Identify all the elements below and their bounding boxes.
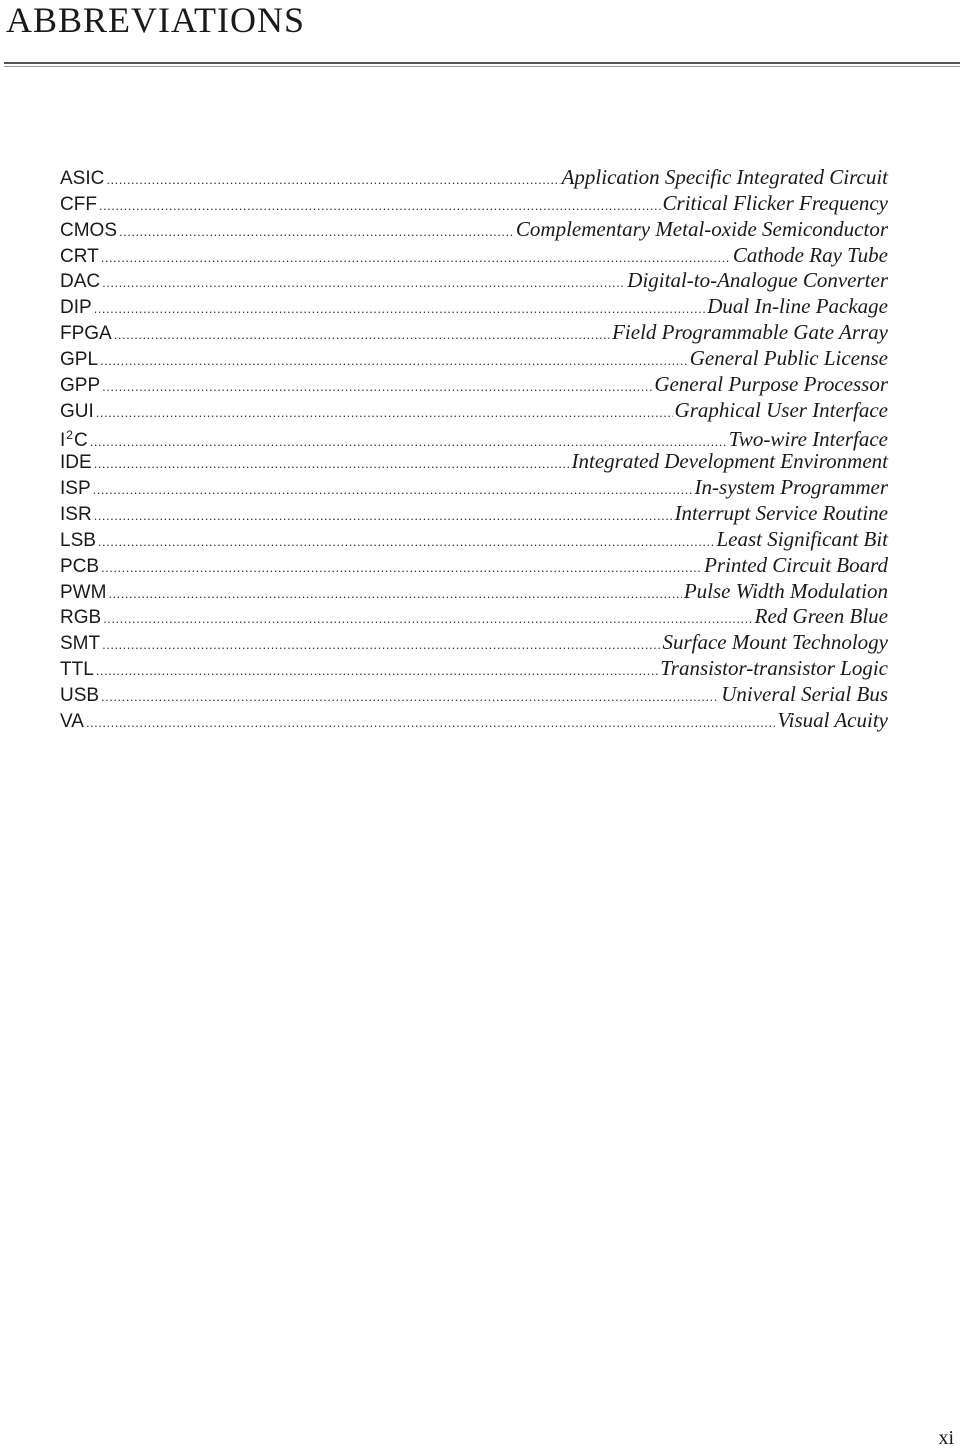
abbreviation-term: CMOS <box>60 219 117 241</box>
abbreviation-term: FPGA <box>60 323 112 345</box>
abbreviation-term: SMT <box>60 633 101 655</box>
list-item <box>60 656 888 682</box>
dot-leader <box>100 348 688 374</box>
abbreviation-term: ISP <box>60 478 91 500</box>
abbreviation-definition: Cathode Ray Tube <box>732 242 888 267</box>
abbreviation-term: PCB <box>60 555 100 577</box>
abbreviation-definition: Digital-to-Analogue Converter <box>627 268 888 293</box>
abbreviation-definition: In-system Programmer <box>694 475 888 500</box>
abbreviation-term: GPL <box>60 348 99 370</box>
abbreviation-definition: Transistor-transistor Logic <box>660 656 888 681</box>
abbreviation-definition: Red Green Blue <box>754 604 888 629</box>
abbreviation-term: DAC <box>60 271 101 293</box>
list-item <box>60 372 888 398</box>
abbreviation-definition: Dual In-line Package <box>707 294 888 319</box>
list-item <box>60 501 888 527</box>
dot-leader <box>102 270 625 296</box>
abbreviation-term: VA <box>60 710 84 732</box>
list-item <box>60 320 888 346</box>
abbreviation-term: ISR <box>60 503 92 525</box>
dot-leader <box>108 581 681 607</box>
dot-leader <box>98 529 715 555</box>
abbreviation-definition: Complementary Metal-oxide Semiconductor <box>515 216 888 241</box>
abbreviation-definition: Least Significant Bit <box>716 526 888 551</box>
list-item <box>60 191 888 217</box>
list-item <box>60 579 888 605</box>
abbreviation-term: GUI <box>60 400 94 422</box>
list-item <box>60 604 888 630</box>
list-item <box>60 217 888 243</box>
dot-leader <box>99 193 661 219</box>
list-item <box>60 553 888 579</box>
page-title: ABBREVIATIONS <box>6 0 306 40</box>
list-item <box>60 630 888 656</box>
list-item <box>60 527 888 553</box>
term-superscript: 2 <box>66 428 73 443</box>
list-item <box>60 346 888 372</box>
dot-leader <box>94 503 673 529</box>
title-rule <box>4 62 960 64</box>
abbreviation-term: LSB <box>60 529 96 551</box>
dot-leader <box>101 245 731 271</box>
abbreviation-term: TTL <box>60 659 94 681</box>
list-item <box>60 449 888 475</box>
list-item <box>60 294 888 320</box>
abbreviation-term: PWM <box>60 581 107 603</box>
abbreviation-definition: Surface Mount Technology <box>662 630 888 655</box>
abbreviation-definition: Graphical User Interface <box>674 397 888 422</box>
dot-leader <box>102 374 652 400</box>
dot-leader <box>102 632 660 658</box>
abbreviation-definition: General Public License <box>689 345 888 370</box>
abbreviation-definition: General Purpose Processor <box>654 371 888 396</box>
dot-leader <box>103 606 752 632</box>
abbreviation-definition: Pulse Width Modulation <box>683 578 888 603</box>
abbreviation-term: CFF <box>60 193 97 215</box>
dot-leader <box>94 296 706 322</box>
abbreviation-term: GPP <box>60 374 101 396</box>
abbreviation-term: DIP <box>60 297 92 319</box>
abbreviation-definition: Visual Acuity <box>777 707 888 732</box>
abbreviation-definition: Two-wire Interface <box>728 427 888 452</box>
abbreviation-definition: Field Programmable Gate Array <box>612 320 888 345</box>
abbreviation-definition: Critical Flicker Frequency <box>662 190 888 215</box>
dot-leader <box>119 219 514 245</box>
list-item <box>60 243 888 269</box>
title-rule-thin <box>4 66 960 67</box>
list-item <box>60 398 888 424</box>
abbreviation-list <box>60 165 888 734</box>
dot-leader <box>101 684 719 710</box>
abbreviation-definition: Application Specific Integrated Circuit <box>561 165 888 189</box>
dot-leader <box>93 477 693 503</box>
abbreviation-definition: Interrupt Service Routine <box>674 500 888 525</box>
list-item <box>60 268 888 294</box>
abbreviation-definition: Univeral Serial Bus <box>721 681 888 706</box>
abbreviation-term: USB <box>60 684 100 706</box>
dot-leader <box>96 658 658 684</box>
list-item <box>60 165 888 191</box>
abbreviation-definition: Printed Circuit Board <box>704 552 888 577</box>
list-item <box>60 423 888 452</box>
abbreviation-term: RGB <box>60 607 102 629</box>
abbreviation-term: ASIC <box>60 168 105 189</box>
dot-leader <box>96 400 673 426</box>
list-item <box>60 682 888 708</box>
list-item <box>60 708 888 734</box>
dot-leader <box>106 167 559 193</box>
abbreviation-term: IDE <box>60 452 92 474</box>
page-number: xi <box>938 1427 954 1449</box>
list-item <box>60 475 888 501</box>
abbreviation-definition: Integrated Development Environment <box>571 449 888 474</box>
term-suffix: C <box>73 430 88 452</box>
abbreviation-term: CRT <box>60 245 99 267</box>
dot-leader <box>114 322 610 348</box>
dot-leader <box>94 451 570 477</box>
term-prefix: I <box>60 430 66 452</box>
dot-leader <box>101 555 702 581</box>
dot-leader <box>86 710 775 736</box>
